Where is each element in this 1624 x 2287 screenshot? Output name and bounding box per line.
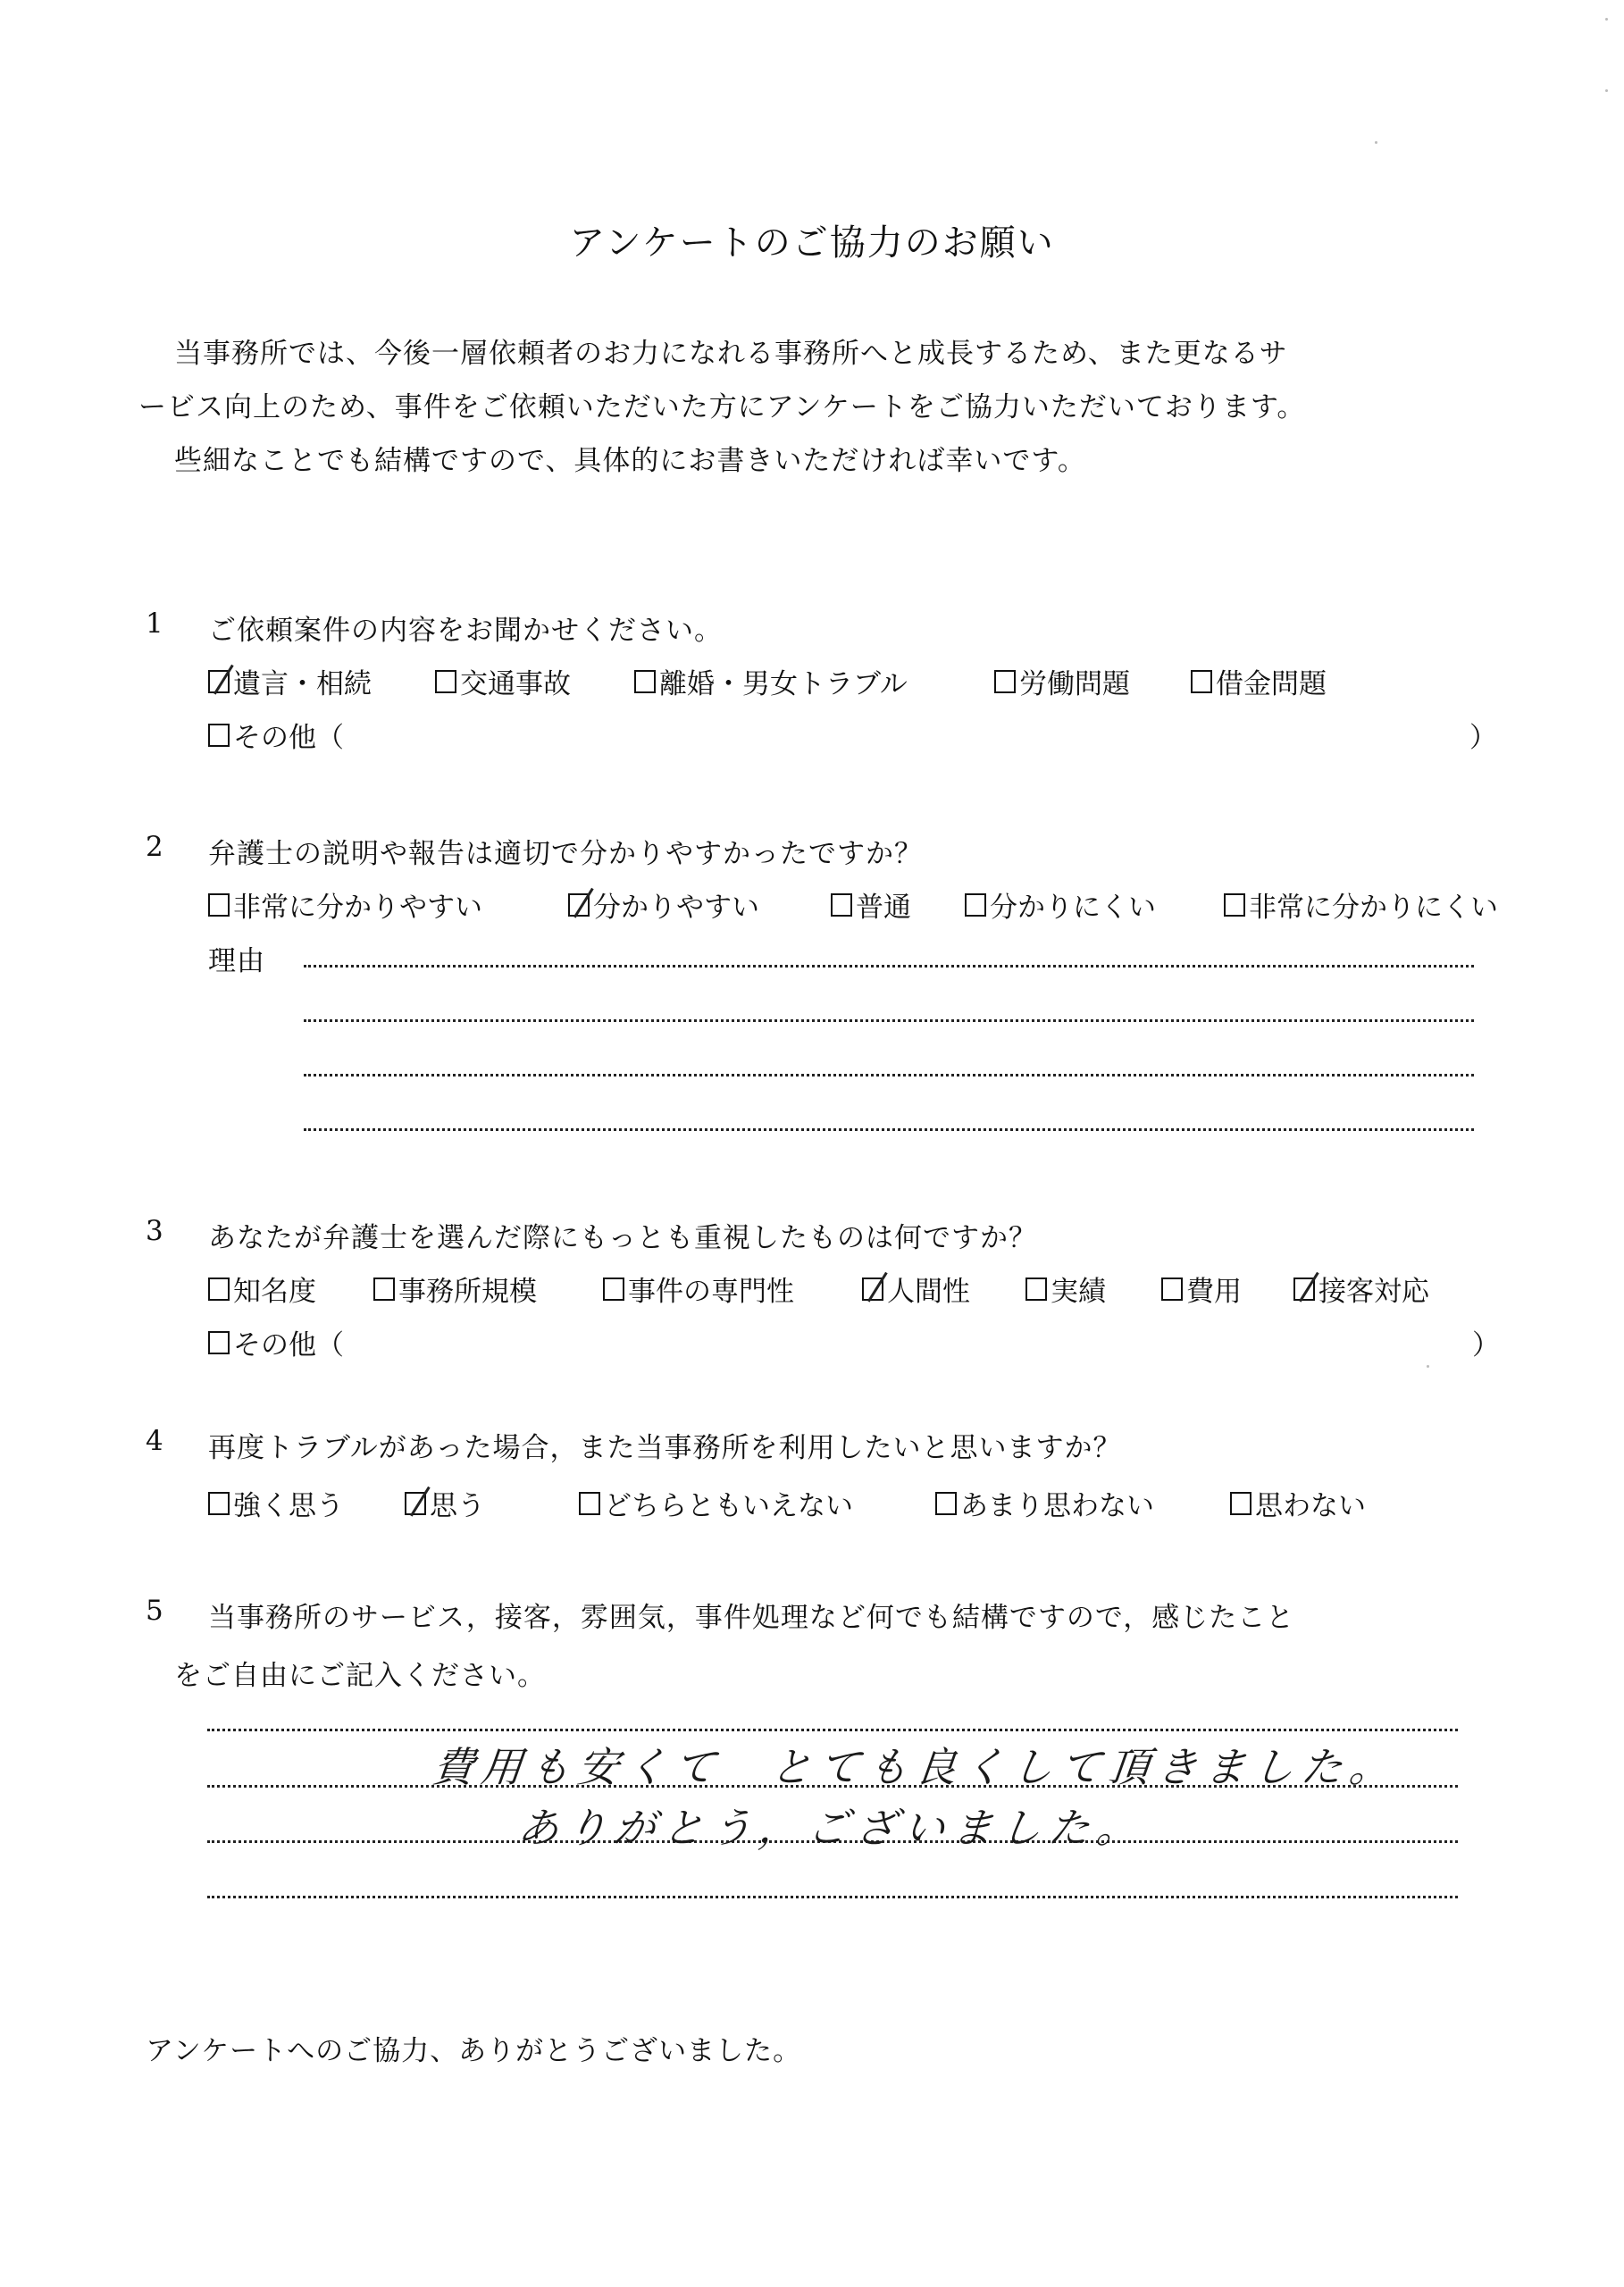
option-clear[interactable] bbox=[568, 884, 759, 925]
option-label: 遺言・相続 bbox=[233, 668, 372, 700]
option-label: 借金問題 bbox=[1216, 668, 1327, 700]
checkbox-icon[interactable] bbox=[579, 1492, 600, 1515]
option-label: 労働問題 bbox=[1019, 668, 1130, 700]
option-label: 分かりやすい bbox=[593, 892, 759, 924]
checkbox-icon[interactable] bbox=[208, 1278, 230, 1301]
reason-line-2[interactable] bbox=[304, 1019, 1474, 1022]
option-label: 知名度 bbox=[233, 1276, 316, 1308]
checkbox-icon[interactable] bbox=[935, 1492, 957, 1515]
option-inheritance[interactable] bbox=[208, 661, 372, 701]
intro-line-3: 些細なことでも結構ですので、具体的にお書きいただければ幸いです。 bbox=[174, 445, 1086, 477]
question-text: あなたが弁護士を選んだ際にもっとも重視したものは何ですか？ bbox=[208, 1222, 1037, 1254]
checkbox-checked-icon[interactable] bbox=[862, 1278, 883, 1301]
option-label: 離婚・男女トラブル bbox=[659, 668, 908, 700]
option-label: その他（ bbox=[233, 722, 344, 754]
option-fame[interactable] bbox=[208, 1269, 316, 1309]
option-label: 交通事故 bbox=[460, 668, 571, 700]
option-label: どちらともいえない bbox=[604, 1490, 853, 1522]
option-strongly-yes[interactable] bbox=[208, 1483, 344, 1523]
answer-line-1[interactable] bbox=[207, 1729, 1458, 1731]
option-label: 思わない bbox=[1255, 1490, 1366, 1522]
question-text-line-1: 当事務所のサービス，接客，雰囲気，事件処理など何でも結構ですので，感じたこと bbox=[208, 1602, 1295, 1634]
option-label: 事務所規模 bbox=[398, 1276, 537, 1308]
checkbox-icon[interactable] bbox=[1224, 893, 1245, 917]
scan-speck bbox=[1375, 141, 1377, 144]
thank-you-footer: アンケートへのご協力、ありがとうございました。 bbox=[146, 2035, 802, 2067]
page-title: アンケートのご協力のお願い bbox=[569, 222, 1055, 264]
option-no[interactable] bbox=[1230, 1483, 1366, 1523]
checkbox-icon[interactable] bbox=[1161, 1278, 1183, 1301]
answer-line-4[interactable] bbox=[207, 1896, 1458, 1898]
option-label: 非常に分かりにくい bbox=[1249, 892, 1498, 924]
checkbox-icon[interactable] bbox=[208, 1331, 230, 1354]
option-label: 実績 bbox=[1051, 1276, 1106, 1308]
option-label: あまり思わない bbox=[960, 1490, 1154, 1522]
option-customer-service[interactable] bbox=[1293, 1269, 1429, 1309]
checkbox-icon[interactable] bbox=[994, 670, 1016, 693]
option-neutral[interactable] bbox=[579, 1483, 853, 1523]
checkbox-icon[interactable] bbox=[634, 670, 656, 693]
question-number: 3 bbox=[146, 1215, 163, 1247]
option-normal[interactable] bbox=[831, 884, 911, 925]
checkbox-icon[interactable] bbox=[1191, 670, 1212, 693]
checkbox-icon[interactable] bbox=[208, 1492, 230, 1515]
option-very-clear[interactable] bbox=[208, 884, 482, 925]
question-text: ご依頼案件の内容をお聞かせください。 bbox=[208, 615, 723, 647]
option-labor[interactable] bbox=[994, 661, 1130, 701]
option-label: 事件の専門性 bbox=[628, 1276, 794, 1308]
checkbox-icon[interactable] bbox=[435, 670, 456, 693]
checkbox-icon[interactable] bbox=[603, 1278, 624, 1301]
scan-speck bbox=[1605, 18, 1608, 21]
option-not-much[interactable] bbox=[935, 1483, 1154, 1523]
intro-line-1: 当事務所では、今後一層依頼者のお力になれる事務所へと成長するため、また更なるサ bbox=[174, 338, 1288, 370]
intro-line-2: ービス向上のため、事件をご依頼いただいた方にアンケートをご協力いただいております。 bbox=[138, 391, 1306, 423]
question-number: 2 bbox=[146, 831, 163, 863]
question-number: 5 bbox=[146, 1595, 163, 1627]
reason-label: 理由 bbox=[208, 945, 265, 977]
checkbox-checked-icon[interactable] bbox=[1293, 1278, 1315, 1301]
close-paren: ） bbox=[1469, 722, 1497, 754]
option-cost[interactable] bbox=[1161, 1269, 1242, 1309]
question-text: 再度トラブルがあった場合，また当事務所を利用したいと思いますか？ bbox=[208, 1432, 1122, 1464]
option-expertise[interactable] bbox=[603, 1269, 794, 1309]
checkbox-checked-icon[interactable] bbox=[568, 893, 590, 917]
checkbox-icon[interactable] bbox=[831, 893, 852, 917]
scan-speck bbox=[1605, 89, 1608, 92]
option-label: 強く思う bbox=[233, 1490, 344, 1522]
checkbox-icon[interactable] bbox=[965, 893, 986, 917]
handwritten-answer-line-1: 費用も安くて とても良くして頂きました。 bbox=[430, 1743, 1401, 1791]
option-label: 分かりにくい bbox=[990, 892, 1156, 924]
question-text: 弁護士の説明や報告は適切で分かりやすかったですか？ bbox=[208, 838, 923, 870]
checkbox-icon[interactable] bbox=[1025, 1278, 1047, 1301]
question-number: 1 bbox=[146, 607, 163, 640]
option-yes[interactable] bbox=[405, 1483, 485, 1523]
reason-line-3[interactable] bbox=[304, 1074, 1474, 1076]
question-number: 4 bbox=[146, 1425, 163, 1457]
reason-line-1[interactable] bbox=[304, 965, 1474, 968]
option-other[interactable] bbox=[208, 1322, 344, 1362]
handwritten-answer-line-2: ありがとう，ございました。 bbox=[515, 1804, 1148, 1852]
option-very-unclear[interactable] bbox=[1224, 884, 1498, 925]
scan-speck bbox=[1427, 1365, 1429, 1368]
checkbox-icon[interactable] bbox=[373, 1278, 395, 1301]
option-label: 人間性 bbox=[887, 1276, 970, 1308]
option-label: その他（ bbox=[233, 1329, 344, 1361]
reason-line-4[interactable] bbox=[304, 1128, 1474, 1131]
checkbox-checked-icon[interactable] bbox=[405, 1492, 426, 1515]
option-label: 接客対応 bbox=[1318, 1276, 1429, 1308]
checkbox-icon[interactable] bbox=[208, 724, 230, 747]
checkbox-checked-icon[interactable] bbox=[208, 670, 230, 693]
option-label: 思う bbox=[430, 1490, 485, 1522]
option-divorce[interactable] bbox=[634, 661, 908, 701]
option-label: 普通 bbox=[856, 892, 911, 924]
option-office-size[interactable] bbox=[373, 1269, 537, 1309]
option-traffic-accident[interactable] bbox=[435, 661, 571, 701]
checkbox-icon[interactable] bbox=[208, 893, 230, 917]
option-unclear[interactable] bbox=[965, 884, 1156, 925]
option-label: 費用 bbox=[1186, 1276, 1242, 1308]
option-track-record[interactable] bbox=[1025, 1269, 1106, 1309]
close-paren: ） bbox=[1472, 1329, 1500, 1361]
option-other[interactable] bbox=[208, 715, 344, 755]
option-label: 非常に分かりやすい bbox=[233, 892, 482, 924]
option-debt[interactable] bbox=[1191, 661, 1327, 701]
checkbox-icon[interactable] bbox=[1230, 1492, 1251, 1515]
question-text-line-2: をご自由にご記入ください。 bbox=[174, 1660, 546, 1692]
option-personality[interactable] bbox=[862, 1269, 970, 1309]
